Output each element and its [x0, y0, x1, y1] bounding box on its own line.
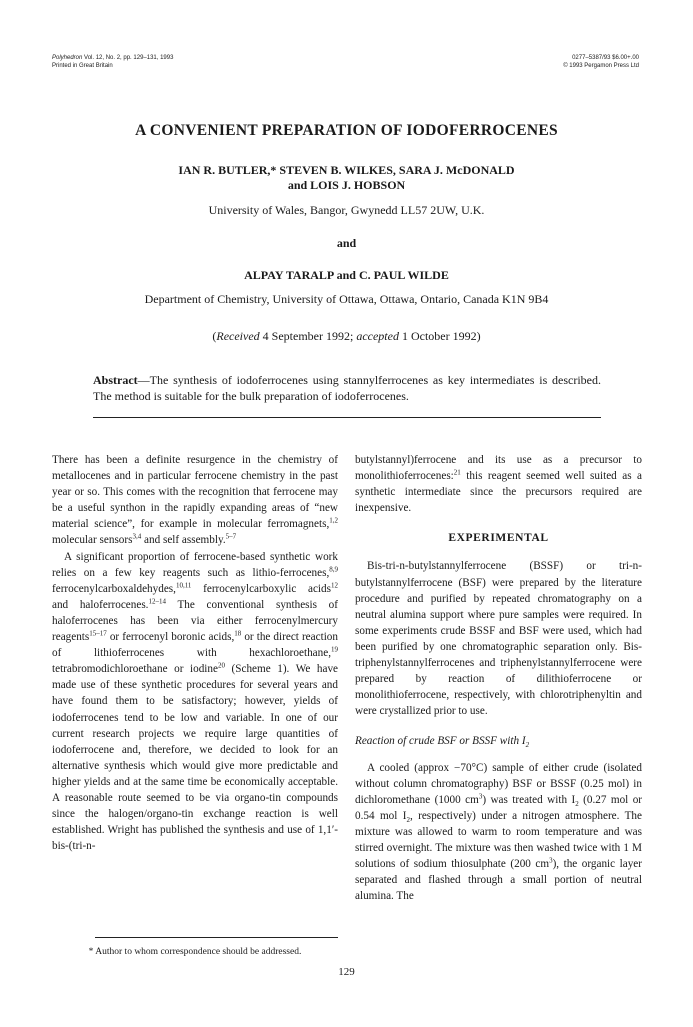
footnote-rule: [95, 937, 338, 938]
received-label: Received: [216, 329, 260, 343]
abstract-label: Abstract: [93, 373, 138, 387]
intro-paragraph-2: A significant proportion of ferrocene-based synthetic work relies on a few key reagents such as lithio-ferrocenes,$^{8,9}$ ferrocenylcarboxaldehydes,$^{10,11}$ ferrocenylcarboxylic acids$^{12}$ and haloferrocenes.$^{12-14}$ The conventional synthesis of haloferrocenes has been via either ferrocenylmercury reagents$^{15-17}$ or ferrocenyl boronic acids,$^{18}$ or the direct reaction of lithioferrocenes with hexachloroethane,$^{19}$ tetrabromodichloroethane or iodine$^{20}$ (Scheme 1). We have made use of these synthetic procedures for several years and have found them to be satisfactory; however, yields of iodoferrocenes tend to be low and variable. In one of our current research projects we require large quantities of iodoferrocene and, therefore, we decided to look for an alternative synthesis which would give more predictable and higher yields and at the same time be economically acceptable. A reasonable route seemed to be via organo-tin compounds since the halogen/organo-tin exchange reaction is well established. Wright has published the synthesis and use of 1,1′-bis-(tri-n-: [52, 550, 338, 853]
reaction-paragraph: A cooled (approx −70°C) sample of either crude (isolated without column chromatography) BSF or BSSF (0.25 mol) in dichloromethane (1000 $cm^3$) was treated with $I_2$ (0.27 mol or 0.54 mol $I_2$, respectively) under a nitrogen atmosphere. The mixture was allowed to warm to room temperature and was stirred overnight. The mixture was then washed twice with 1 M solutions of sodium thiosulphate (200 $cm^3$), the organic layer separated and flashed through a small portion of neutral alumina. The: [355, 761, 643, 903]
section-heading-experimental: EXPERIMENTAL: [448, 532, 549, 545]
received-dates: (Received 4 September 1992; accepted 1 October 1992): [212, 329, 481, 343]
authors-line-2: and LOIS J. HOBSON: [287, 178, 406, 192]
journal-name: Polyhedron: [52, 55, 83, 61]
affiliation-1: University of Wales, Bangor, Gwynedd LL57 2UW, U.K.: [208, 203, 485, 217]
and-separator: and: [336, 236, 357, 250]
abstract: [93, 372, 601, 404]
journal-header: [52, 54, 173, 70]
abstract-rule: [93, 417, 601, 418]
issn: 0277–5387/93 $6.00+.00: [572, 55, 639, 61]
abstract-text: —The synthesis of iodoferrocenes using stannylferrocenes as key intermediates is described. The method is suitable for the bulk preparation of iodoferrocenes.: [93, 373, 601, 403]
page-number: 129: [338, 966, 355, 978]
accepted-label: accepted: [356, 329, 399, 343]
experimental-paragraph: Bis-tri-n-butylstannylferrocene (BSSF) or tri-n-butylstannylferrocene (BSF) were prepared by the literature procedure and purified by repeated chromatography on a neutral alumina support where pure samples were required. In some experiments crude BSSF and BSF were used, which had been purified by one chromatographic separation only. Bis-triphenylstannylferrocenes and triphenylstannylferrocene were prepared by reaction of dilithioferrocene or monolithioferrocene, respectively, with chlorotriphenyltin and were crystallized prior to use.: [355, 560, 642, 718]
affiliation-2: Department of Chemistry, University of Ottawa, Ottawa, Ontario, Canada K1N 9B4: [144, 292, 549, 306]
paper-title: A CONVENIENT PREPARATION OF IODOFERROCENES: [135, 122, 558, 139]
printed-in: Printed in Great Britain: [52, 63, 113, 69]
right-column: [355, 452, 642, 904]
journal-citation: Vol. 12, No. 2, pp. 129–131, 1993: [82, 55, 174, 61]
copyright: © 1993 Pergamon Press Ltd: [563, 63, 639, 69]
subsection-heading: Reaction of crude BSF or BSSF with $I_2$: [355, 735, 530, 750]
intro-paragraph-1: There has been a definite resurgence in the chemistry of metallocenes and in particular ferrocene chemistry in the past year or so. This comes with the recognition that ferrocene may be a useful synthon in the rapidly expanding areas of “new material science”, for example in molecular ferromagnets,$^{1,2}$ molecular sensors$^{3,4}$ and self assembly.$^{5-7}$: [52, 454, 338, 547]
footnote: * Author to whom correspondence should be addressed.: [88, 947, 302, 957]
authors-line-3: ALPAY TARALP and C. PAUL WILDE: [244, 268, 449, 282]
intro-paragraph-3: butylstannyl)ferrocene and its use as a precursor to monolithioferrocenes:$^{21}$ this reagent seemed well suited as a synthetic intermediate since the precursors required are inexpensive.: [355, 454, 642, 515]
authors-line-1: IAN R. BUTLER,* STEVEN B. WILKES, SARA J. McDONALD: [178, 163, 515, 177]
left-column: [52, 452, 338, 854]
copyright-header: [563, 54, 639, 70]
